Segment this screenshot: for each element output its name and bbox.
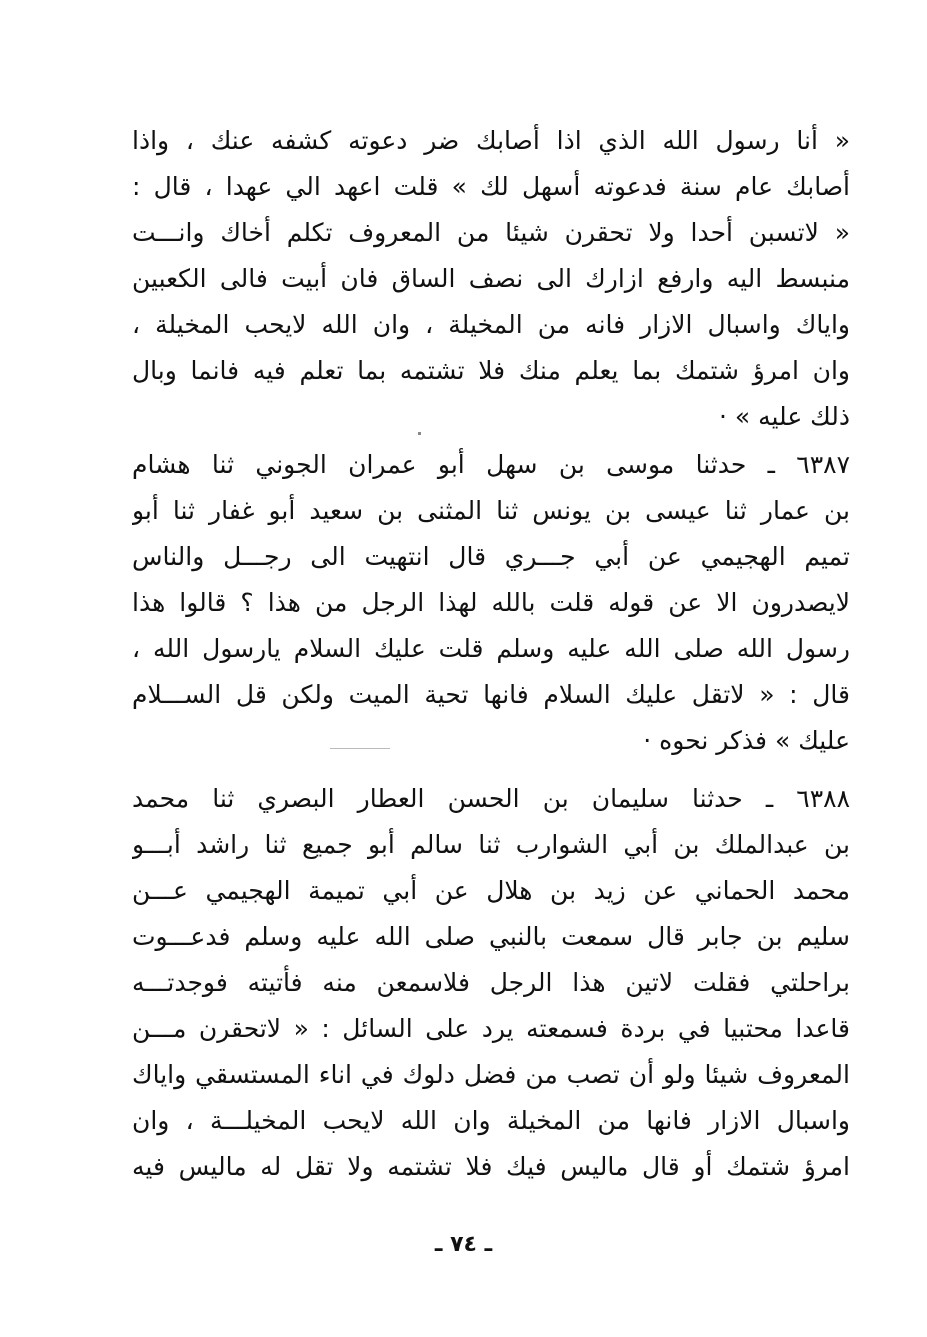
text-line: واسبال الازار فانها من المخيلة وان الله لايحب المخيلـــة ، وان bbox=[132, 1106, 850, 1135]
text-line: ذلك عليه » · bbox=[718, 402, 850, 431]
text-line: « لاتسبن أحدا ولا تحقرن شيئا من المعروف تكلم أخاك وانـــت bbox=[132, 218, 850, 247]
text-line: ٦٣٨٨ ـ حدثنا سليمان بن الحسن العطار البصري ثنا محمد bbox=[132, 784, 850, 813]
text-line: براحلتي فقلت لاتين هذا الرجل فلاسمعن منه فأتيته فوجدتـــه bbox=[132, 968, 850, 997]
text-line: عليك » فذكر نحوه · bbox=[643, 726, 850, 755]
text-line: أصابك عام سنة فدعوته أسهل لك » قلت اعهد الي عهدا ، قال : bbox=[132, 172, 850, 201]
scan-speck bbox=[418, 432, 421, 435]
text-line: وان امرؤ شتمك بما يعلم منك فلا تشتمه بما تعلم فيه فانما وبال bbox=[132, 356, 850, 385]
text-line: ٦٣٨٧ ـ حدثنا موسى بن سهل أبو عمران الجوني ثنا هشام bbox=[132, 450, 850, 479]
text-line: سليم بن جابر قال سمعت بالنبي صلى الله عليه وسلم فدعـــوت bbox=[132, 922, 850, 951]
text-line: امرؤ شتمك أو قال ماليس فيك فلا تشتمه ولا تقل له ماليس فيه bbox=[132, 1152, 850, 1181]
text-line: بن عمار ثنا عيسى بن يونس ثنا المثنى بن سعيد أبو غفار ثنا أبو bbox=[132, 496, 850, 525]
paragraph-1 bbox=[132, 118, 850, 440]
page-number: ـ ٧٤ ـ bbox=[434, 1232, 493, 1257]
text-line: قاعدا محتبيا في بردة فسمعته يرد على السائل : « لاتحقرن مـــن bbox=[132, 1014, 850, 1043]
scan-speck bbox=[330, 748, 390, 749]
text-line: واياك واسبال الازار فانه من المخيلة ، وان الله لايحب المخيلة ، bbox=[132, 310, 850, 339]
paragraph-hadith-6388 bbox=[132, 776, 850, 1190]
text-line: المعروف شيئا ولو أن تصب من فضل دلوك في اناء المستسقي واياك bbox=[132, 1060, 850, 1089]
text-line: رسول الله صلى الله عليه وسلم قلت عليك السلام يارسول الله ، bbox=[132, 634, 850, 663]
text-line: بن عبدالملك بن أبي الشوارب ثنا سالم أبو جميع ثنا راشد أبـــو bbox=[132, 830, 850, 859]
text-line: « أنا رسول الله الذي اذا أصابك ضر دعوته كشفه عنك ، واذا bbox=[132, 126, 850, 155]
text-line: قال : « لاتقل عليك السلام فانها تحية الميت ولكن قل الســـلام bbox=[132, 680, 850, 709]
paragraph-hadith-6387 bbox=[132, 442, 850, 764]
text-line: محمد الحماني عن زيد بن هلال عن أبي تميمة الهجيمي عـــن bbox=[132, 876, 850, 905]
text-line: تميم الهجيمي عن أبي جـــري قال انتهيت الى رجـــل والناس bbox=[132, 542, 850, 571]
text-line: منبسط اليه وارفع ازارك الى نصف الساق فان أبيت فالى الكعبين bbox=[132, 264, 850, 293]
text-line: لايصدرون الا عن قوله قلت بالله لهذا الرجل من هذا ؟ قالوا هذا bbox=[132, 588, 850, 617]
